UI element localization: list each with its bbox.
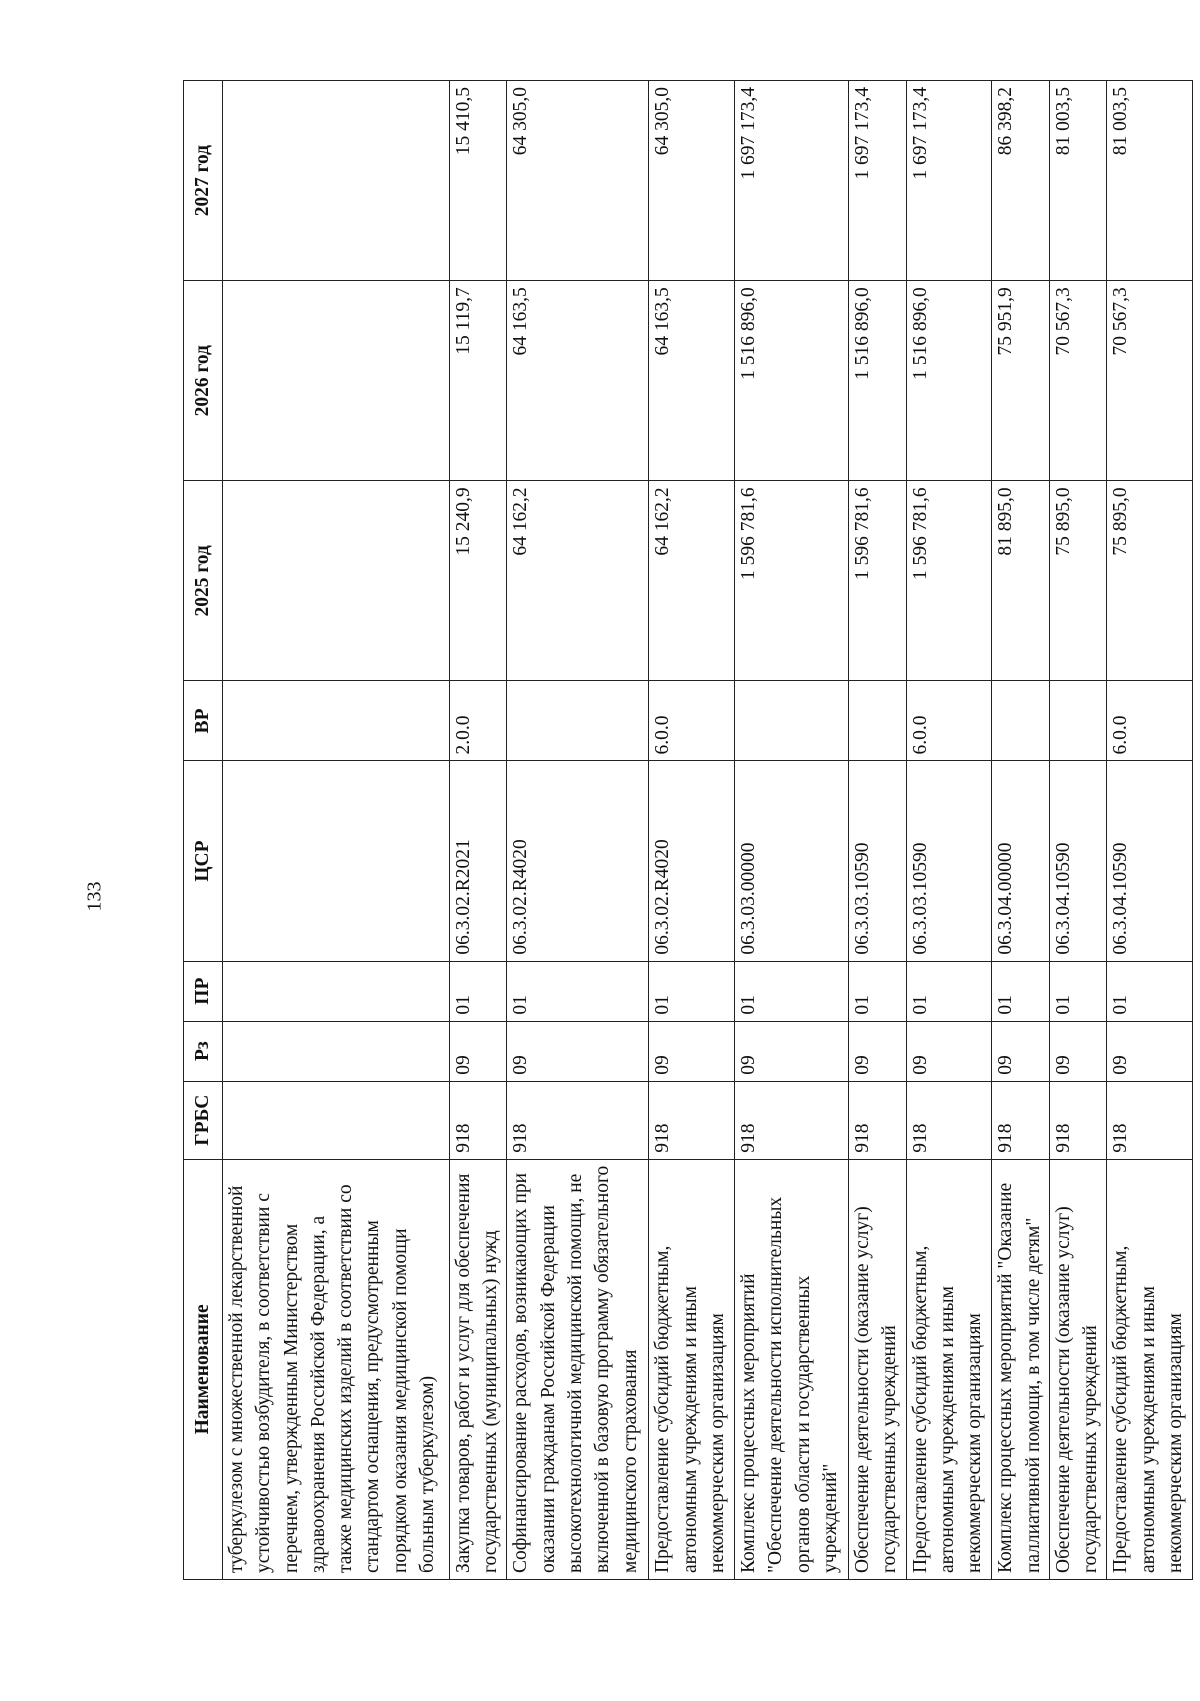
cell-name: Закупка товаров, работ и услуг для обеспечения государственных (муниципальных) нужд — [449, 1159, 506, 1579]
cell-vr: 2.0.0 — [449, 681, 506, 761]
cell-name: Комплекс процессных мероприятий "Обеспечение деятельности исполнительных органов области и государственных учреждений" — [735, 1159, 849, 1579]
cell-vr: 6.0.0 — [649, 681, 735, 761]
rotated-table-container — [183, 80, 1193, 1580]
header-rz: Рз — [184, 1021, 223, 1081]
cell-rz: 09 — [507, 1021, 649, 1081]
cell-csr: 06.3.03.00000 — [735, 761, 849, 961]
cell-2026: 1 516 896,0 — [849, 281, 906, 481]
cell-2025: 75 895,0 — [1107, 481, 1193, 681]
cell-rz: 09 — [649, 1021, 735, 1081]
cell-2026: 1 516 896,0 — [735, 281, 849, 481]
cell-2025: 1 596 781,6 — [735, 481, 849, 681]
cell-csr: 06.3.04.00000 — [992, 761, 1049, 961]
cell-vr — [849, 681, 906, 761]
cell-pr: 01 — [1049, 961, 1106, 1021]
cell-2026 — [223, 281, 450, 481]
cell-grbs: 918 — [1107, 1081, 1193, 1159]
cell-name: Обеспечение деятельности (оказание услуг) государственных учреждений — [849, 1159, 906, 1579]
cell-csr: 06.3.03.10590 — [906, 761, 992, 961]
table-row — [449, 81, 506, 1580]
cell-rz: 09 — [735, 1021, 849, 1081]
table-row — [1049, 81, 1106, 1580]
cell-2026: 70 567,3 — [1107, 281, 1193, 481]
cell-pr: 01 — [849, 961, 906, 1021]
cell-pr: 01 — [507, 961, 649, 1021]
cell-name: Обеспечение деятельности (оказание услуг) государственных учреждений — [1049, 1159, 1106, 1579]
cell-2027: 1 697 173,4 — [849, 81, 906, 281]
budget-table — [183, 80, 1193, 1580]
cell-csr: 06.3.04.10590 — [1049, 761, 1106, 961]
page-number: 133 — [83, 881, 106, 912]
cell-2027: 64 305,0 — [649, 81, 735, 281]
cell-2027: 81 003,5 — [1049, 81, 1106, 281]
cell-csr: 06.3.02.R4020 — [649, 761, 735, 961]
cell-2025: 81 895,0 — [992, 481, 1049, 681]
cell-pr: 01 — [992, 961, 1049, 1021]
cell-pr: 01 — [1107, 961, 1193, 1021]
table-row — [735, 81, 849, 1580]
cell-csr — [223, 761, 450, 961]
cell-2025 — [223, 481, 450, 681]
cell-grbs — [223, 1081, 450, 1159]
cell-csr: 06.3.03.10590 — [849, 761, 906, 961]
cell-rz: 09 — [906, 1021, 992, 1081]
header-2025: 2025 год — [184, 481, 223, 681]
cell-rz: 09 — [992, 1021, 1049, 1081]
cell-rz: 09 — [449, 1021, 506, 1081]
header-pr: ПР — [184, 961, 223, 1021]
cell-2025: 1 596 781,6 — [906, 481, 992, 681]
cell-csr: 06.3.02.R4020 — [507, 761, 649, 961]
cell-2027: 1 697 173,4 — [906, 81, 992, 281]
cell-rz: 09 — [1049, 1021, 1106, 1081]
table-row — [992, 81, 1049, 1580]
header-2026: 2026 год — [184, 281, 223, 481]
cell-2027: 15 410,5 — [449, 81, 506, 281]
cell-grbs: 918 — [1049, 1081, 1106, 1159]
cell-grbs: 918 — [906, 1081, 992, 1159]
table-row — [649, 81, 735, 1580]
cell-vr — [1049, 681, 1106, 761]
cell-pr: 01 — [449, 961, 506, 1021]
cell-vr — [735, 681, 849, 761]
cell-name: Софинансирование расходов, возникающих при оказании гражданам Российской Федерации высокотехнологичной медицинской помощи, не включенной в базовую программу обязательного медицинского страхования — [507, 1159, 649, 1579]
cell-2027 — [223, 81, 450, 281]
cell-vr: 6.0.0 — [906, 681, 992, 761]
cell-2025: 1 596 781,6 — [849, 481, 906, 681]
cell-vr — [507, 681, 649, 761]
cell-2026: 64 163,5 — [649, 281, 735, 481]
header-2027: 2027 год — [184, 81, 223, 281]
header-vr: ВР — [184, 681, 223, 761]
cell-name: Предоставление субсидий бюджетным, автономным учреждениям и иным некоммерческим организациям — [1107, 1159, 1193, 1579]
cell-grbs: 918 — [449, 1081, 506, 1159]
cell-pr: 01 — [649, 961, 735, 1021]
header-name: Наименование — [184, 1159, 223, 1579]
cell-grbs: 918 — [735, 1081, 849, 1159]
cell-csr: 06.3.02.R2021 — [449, 761, 506, 961]
cell-2026: 1 516 896,0 — [906, 281, 992, 481]
cell-vr — [992, 681, 1049, 761]
cell-rz: 09 — [849, 1021, 906, 1081]
cell-2025: 64 162,2 — [507, 481, 649, 681]
cell-2026: 64 163,5 — [507, 281, 649, 481]
table-row — [849, 81, 906, 1580]
table-row — [1107, 81, 1193, 1580]
cell-vr — [223, 681, 450, 761]
cell-name: Предоставление субсидий бюджетным, автономным учреждениям и иным некоммерческим организациям — [649, 1159, 735, 1579]
cell-2027: 81 003,5 — [1107, 81, 1193, 281]
header-csr: ЦСР — [184, 761, 223, 961]
cell-rz: 09 — [1107, 1021, 1193, 1081]
cell-vr: 6.0.0 — [1107, 681, 1193, 761]
cell-rz — [223, 1021, 450, 1081]
cell-2025: 64 162,2 — [649, 481, 735, 681]
cell-name: Комплекс процессных мероприятий "Оказание паллиативной помощи, в том числе детям" — [992, 1159, 1049, 1579]
cell-name: туберкулезом с множественной лекарственной устойчивостью возбудителя, в соответствии с перечнем, утвержденным Министерством здравоохранения Российской Федерации, а также медицинских изделий в соответствии со стандартом оснащения, предусмотренным порядком оказания медицинской помощи больным туберкулезом) — [223, 1159, 450, 1579]
header-row — [184, 81, 223, 1580]
cell-2025: 15 240,9 — [449, 481, 506, 681]
cell-2027: 1 697 173,4 — [735, 81, 849, 281]
table-row — [906, 81, 992, 1580]
cell-pr — [223, 961, 450, 1021]
cell-grbs: 918 — [849, 1081, 906, 1159]
cell-name: Предоставление субсидий бюджетным, автономным учреждениям и иным некоммерческим организациям — [906, 1159, 992, 1579]
cell-2027: 64 305,0 — [507, 81, 649, 281]
cell-grbs: 918 — [992, 1081, 1049, 1159]
header-grbs: ГРБС — [184, 1081, 223, 1159]
cell-pr: 01 — [735, 961, 849, 1021]
cell-csr: 06.3.04.10590 — [1107, 761, 1193, 961]
cell-2026: 15 119,7 — [449, 281, 506, 481]
cell-pr: 01 — [906, 961, 992, 1021]
cell-2026: 75 951,9 — [992, 281, 1049, 481]
cell-2025: 75 895,0 — [1049, 481, 1106, 681]
cell-grbs: 918 — [507, 1081, 649, 1159]
cell-grbs: 918 — [649, 1081, 735, 1159]
table-row — [507, 81, 649, 1580]
table-row — [223, 81, 450, 1580]
cell-2027: 86 398,2 — [992, 81, 1049, 281]
cell-2026: 70 567,3 — [1049, 281, 1106, 481]
